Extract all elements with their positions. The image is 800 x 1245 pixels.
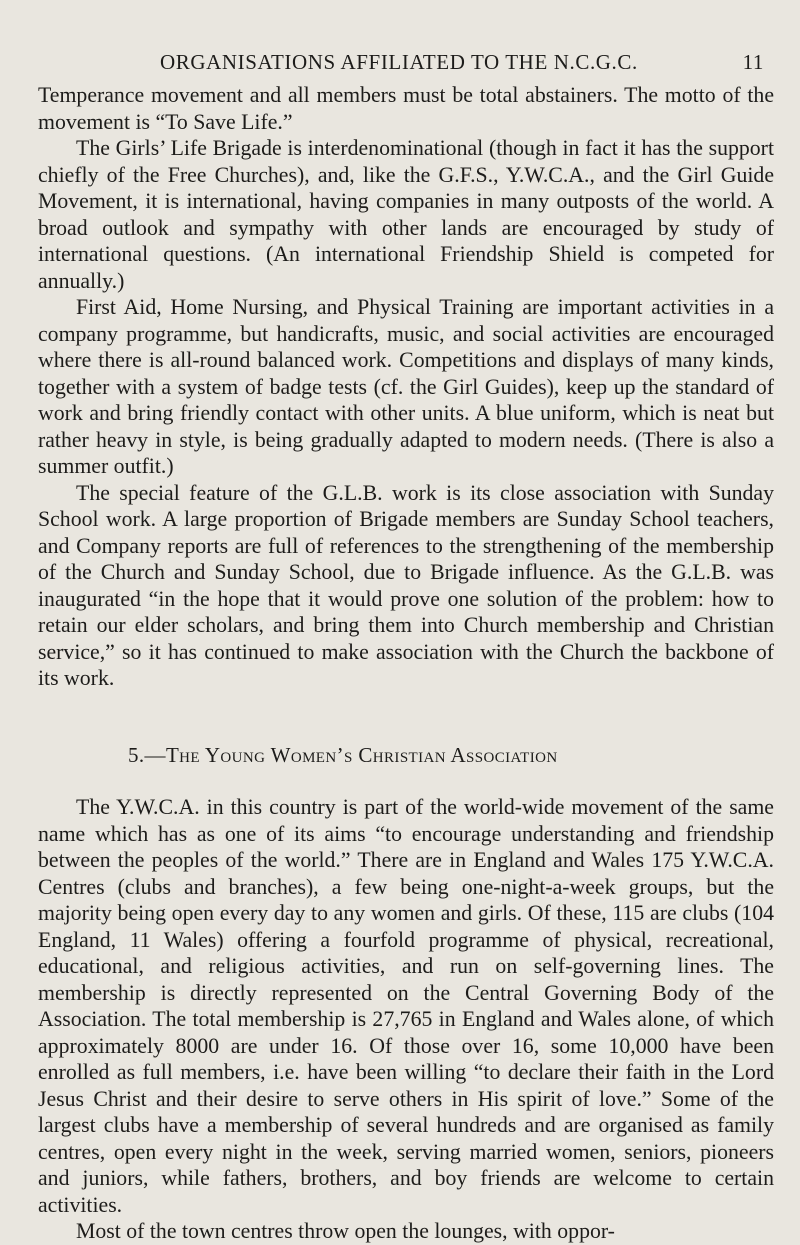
paragraph: The special feature of the G.L.B. work is its close association with Sunday School work. A large proportion of Brigade members are Sunday School teachers, and Company reports are full of references to the strengthening of the membership of the Church and Sunday School, due to Brigade influence. As the G.L.B. was inaugurated “in the hope that it would prove one solution of the problem: how to retain our elder scholars, and bring them into Church membership and Christian service,” so it has continued to make association with the Church the backbone of its work. <box>38 480 774 690</box>
paragraph: Temperance movement and all members must be total abstainers. The motto of the movement is “To Save Life.” <box>38 83 774 134</box>
paragraph: First Aid, Home Nursing, and Physical Training are important activities in a company programme, but handicrafts, music, and social activities are encouraged where there is all-round balanced work. Competitions and displays of many kinds, together with a system of badge tests (cf. the Girl Guides), keep up the standard of work and bring friendly contact with other units. A blue uniform, which is neat but rather heavy in style, is being gradually adapted to modern needs. (There is also a summer outfit.) <box>38 295 774 478</box>
running-head <box>160 50 774 75</box>
section-heading <box>38 742 774 769</box>
section-heading-text: 5.—The Young Women’s Christian Association <box>128 742 558 767</box>
page-body <box>38 82 774 1245</box>
paragraph: The Girls’ Life Brigade is interdenominational (though in fact it has the support chiefly of the Free Churches), and, like the G.F.S., Y.W.C.A., and the Girl Guide Movement, it is international, having companies in many outposts of the world. A broad outlook and sympathy with other lands are encouraged by study of international questions. (An international Friendship Shield is competed for annually.) <box>38 136 774 293</box>
paragraph: Most of the town centres throw open the lounges, with oppor- <box>76 1219 615 1243</box>
paragraph: The Y.W.C.A. in this country is part of the world-wide movement of the same name which has as one of its aims “to encourage understanding and friendship between the peoples of the world.” There are in England and Wales 175 Y.W.C.A. Centres (clubs and branches), a few being one-night-a-week groups, but the majority being open every day to any women and girls. Of these, 115 are clubs (104 England, 11 Wales) offering a fourfold programme of physical, recreational, educational, and religious activities, and run on self-governing lines. The membership is directly represented on the Central Governing Body of the Association. The total membership is 27,765 in England and Wales alone, of which approximately 8000 are under 16. Of those over 16, some 10,000 have been enrolled as full members, i.e. have been willing “to declare their faith in the Lord Jesus Christ and their desire to serve others in His spirit of love.” Some of the largest clubs have a membership of several hundreds and are organised as family centres, open every night in the week, serving married women, seniors, pioneers and juniors, while fathers, brothers, and boy friends are welcome to certain activities. <box>38 795 774 1217</box>
running-head-title: ORGANISATIONS AFFILIATED TO THE N.C.G.C. <box>160 50 638 74</box>
page-number: 11 <box>742 50 764 74</box>
